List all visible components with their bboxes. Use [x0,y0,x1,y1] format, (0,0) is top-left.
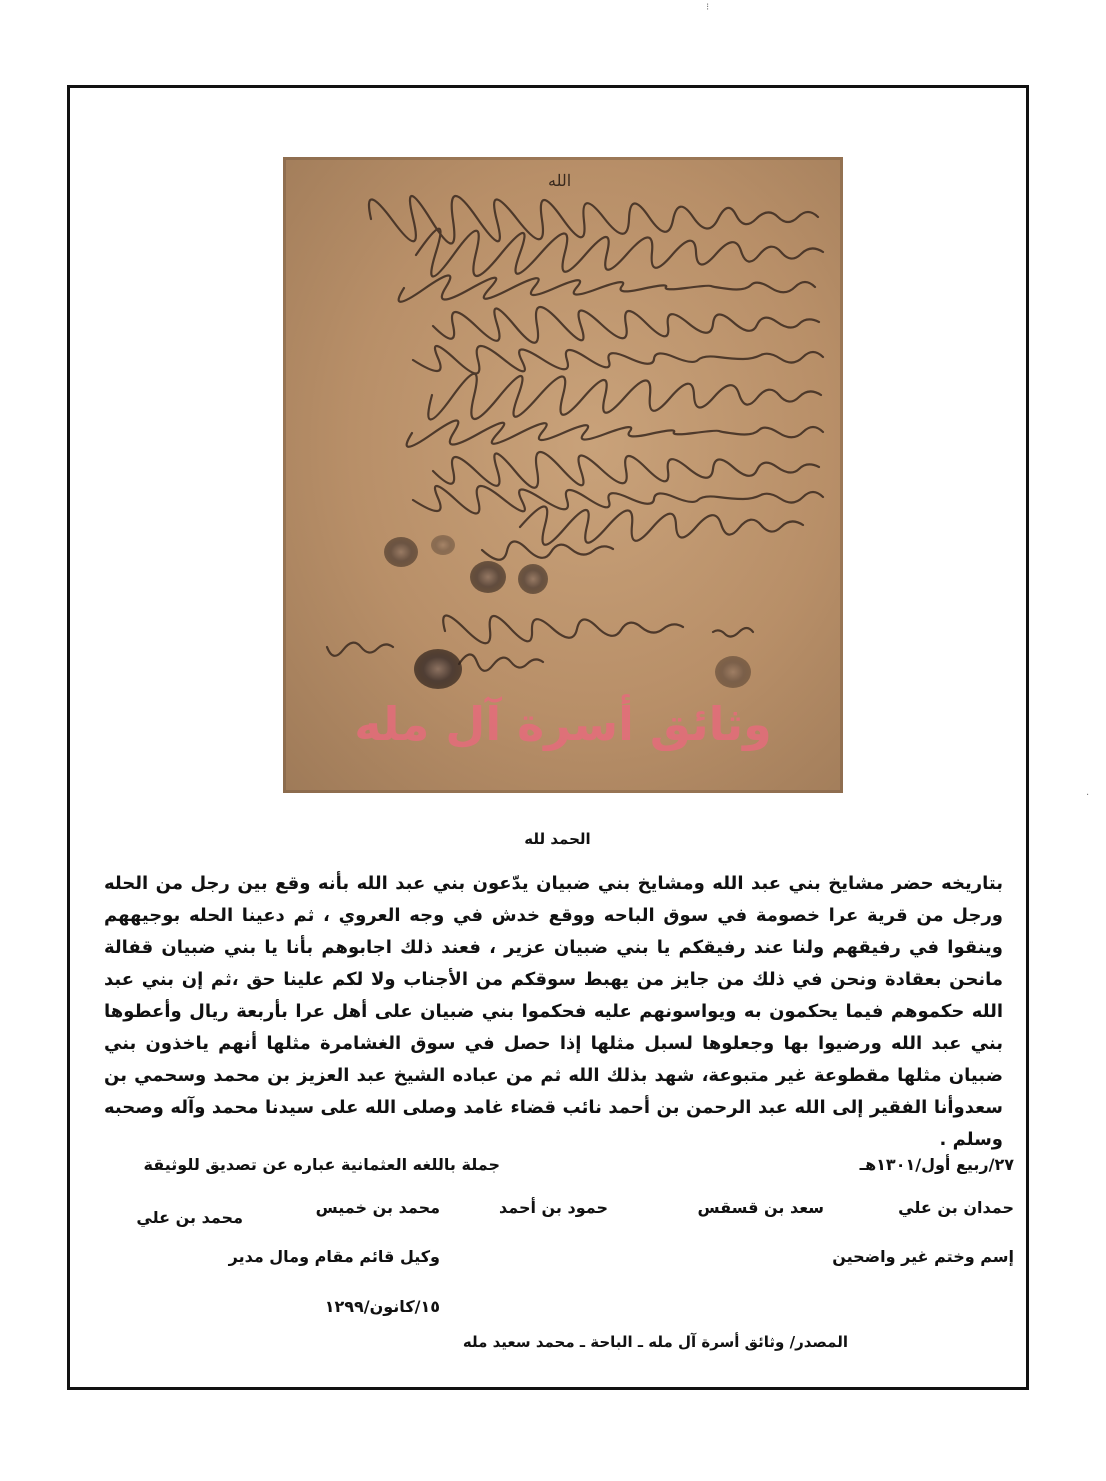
witness-4: محمد بن خميس [315,1198,440,1217]
manuscript-scan [283,157,843,793]
doc-title: الحمد لله [524,830,591,848]
transcription [100,830,1015,1156]
watermark: وثائق أسرة آل مله [354,697,772,751]
date-hijri: ٢٧/ربيع أول/١٣٠١هـ [859,1155,1014,1174]
manuscript-header: الله [548,171,572,190]
scan-artifact: · [1086,790,1090,801]
witness-1: حمدان بن علي [898,1198,1014,1217]
witness-2: سعد بن قسقس [697,1198,824,1217]
seal-group [384,535,751,689]
witness-3: حمود بن أحمد [498,1198,608,1217]
source-line: المصدر/ وثائق أسرة آل مله ـ الباحة ـ محمد سعيد مله [462,1333,848,1351]
witness-5: محمد بن علي [136,1208,243,1227]
official-title: وكيل قائم مقام ومال مدير [228,1247,440,1266]
unclear-seal-note: إسم وختم غير واضحين [832,1247,1014,1266]
transcription-body: بتاريخه حضر مشايخ بني عبد الله ومشايخ بني ضبيان يدّعون بني عبد الله بأنه وقع بين رجل من الحله ورجل من قرية عرا خصومة في سوق الباحه ووقع خدش في وجه العروي ، ثم دعينا الحله بوجيههم وينقوا في رفيقهم ولنا عند رفيقكم يا بني ضبيان عزير ، فعند ذلك اجابوهم بأنا يا بني ضبيان قفالة مانحن بعقادة ونحن في ذلك من جايز من يهبط سوقكم من الأجناب ولا لكم علينا حق ،ثم إن بني عبد الله حكموهم فيما يحكمون به ويواسونهم عليه فحكموا بني ضبيان على أهل عرا بأربعة ريال وأعطوها بني عبد الله ورضيوا بها وجعلوها لسبل مثلها إذا حصل في سوق الغشامرة مثلها أنهم ياخذون بني ضبيان مثلها مقطوعة غير متبوعة، شهد بذلك الله ثم من عباده الشيخ عبد العزيز بن محمد وسحمي بن سعدوأنا الفقير إلى الله عبد الرحمن بن أحمد نائب قضاء غامد وصلى الله على سيدنا محمد وآله وصحبه وسلم . [104,873,1003,1150]
scan-artifact: ⁝ [706,2,710,13]
date-rumi: ١٥/كانون/١٢٩٩ [324,1297,440,1316]
ottoman-note: جملة باللغه العثمانية عباره عن تصديق للوثيقة [143,1155,500,1174]
